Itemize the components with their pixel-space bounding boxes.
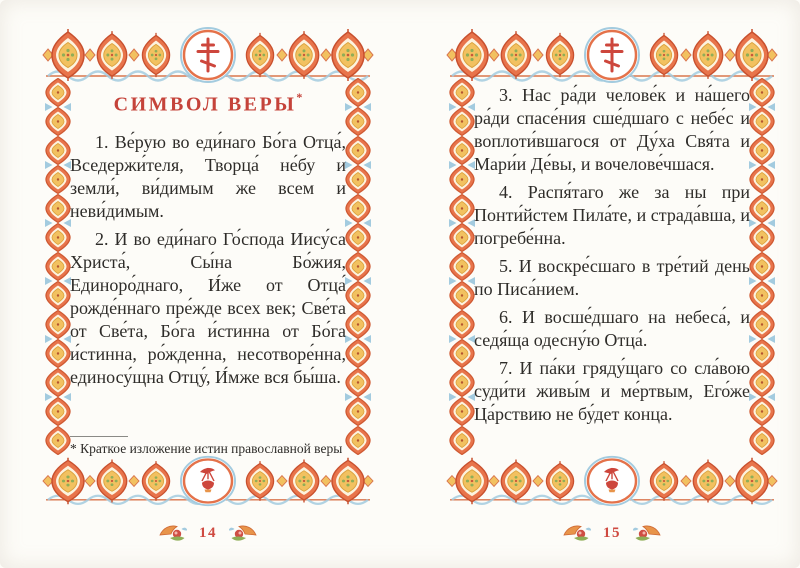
ornamental-border-right — [748, 78, 776, 455]
floral-sprig-icon — [563, 524, 591, 542]
floral-sprig-icon — [633, 524, 661, 542]
footnote — [70, 436, 346, 458]
ornamental-border-bottom — [42, 455, 374, 507]
creed-paragraph-3: 3. Нас ра́ди челове́к и на́шего ра́ди спасе́ния сше́дшаго с небе́с и воплоти́вшагося от Ду́ха Свя́та и Мари́и Де́вы, и вочелове́чшася. — [474, 85, 750, 174]
page-number: 15 — [603, 524, 621, 541]
page-number: 14 — [199, 524, 217, 541]
creed-paragraph-1: 1. Ве́рую во еди́наго Бо́га Отца́, Вседержи́теля, Творца́ не́бу и земли́, ви́димым же всем и неви́димым. — [70, 131, 346, 221]
page-left — [40, 12, 376, 552]
page-title-text: СИМВОЛ ВЕРЫ — [113, 93, 297, 116]
page-right-content — [474, 84, 750, 431]
creed-paragraph-4: 4. Распя́таго же за ны при Понти́йстем Пила́те, и страда́вша, и погребе́нна. — [474, 182, 750, 248]
ornamental-border-bottom — [446, 455, 778, 507]
floral-sprig-icon — [159, 524, 187, 542]
ornamental-border-top — [42, 26, 374, 84]
footnote-text: * Краткое изложение истин православной веры — [70, 441, 343, 456]
page-number-row-left — [40, 518, 376, 548]
title-footnote-mark: * — [296, 90, 303, 104]
page-right — [444, 12, 780, 552]
ornamental-border-right — [344, 78, 372, 455]
creed-paragraph-2: 2. И во еди́наго Го́спода Иису́са Христа́, Сы́на Бо́жия, Единоро́днаго, И́же от Отца́ рожде́ннаго пре́жде всех век; Све́та от Све́та, Бо́га и́стинна от Бо́га и́стинна, ро́жденна, несотворе́нна, единосу́щна Отцу́, И́мже вся бы́ша. — [70, 228, 346, 387]
creed-paragraph-7: 7. И па́ки гряду́щаго со сла́вою суди́ти живы́м и ме́ртвым, Его́же Ца́рствию не бу́дет конца. — [474, 358, 750, 424]
creed-paragraph-5: 5. И воскре́сшаго в тре́тий день по Писа́нием. — [474, 256, 750, 299]
creed-paragraph-6: 6. И восше́дшаго на небеса́, и седя́ща одесну́ю Отца́. — [474, 307, 750, 350]
ornamental-border-left — [448, 78, 476, 455]
page-number-row-right — [444, 518, 780, 548]
floral-sprig-icon — [229, 524, 257, 542]
footnote-rule — [70, 436, 128, 437]
ornamental-border-left — [44, 78, 72, 455]
page-left-content — [70, 84, 346, 394]
page-title — [70, 86, 346, 118]
ornamental-border-top — [446, 26, 778, 84]
